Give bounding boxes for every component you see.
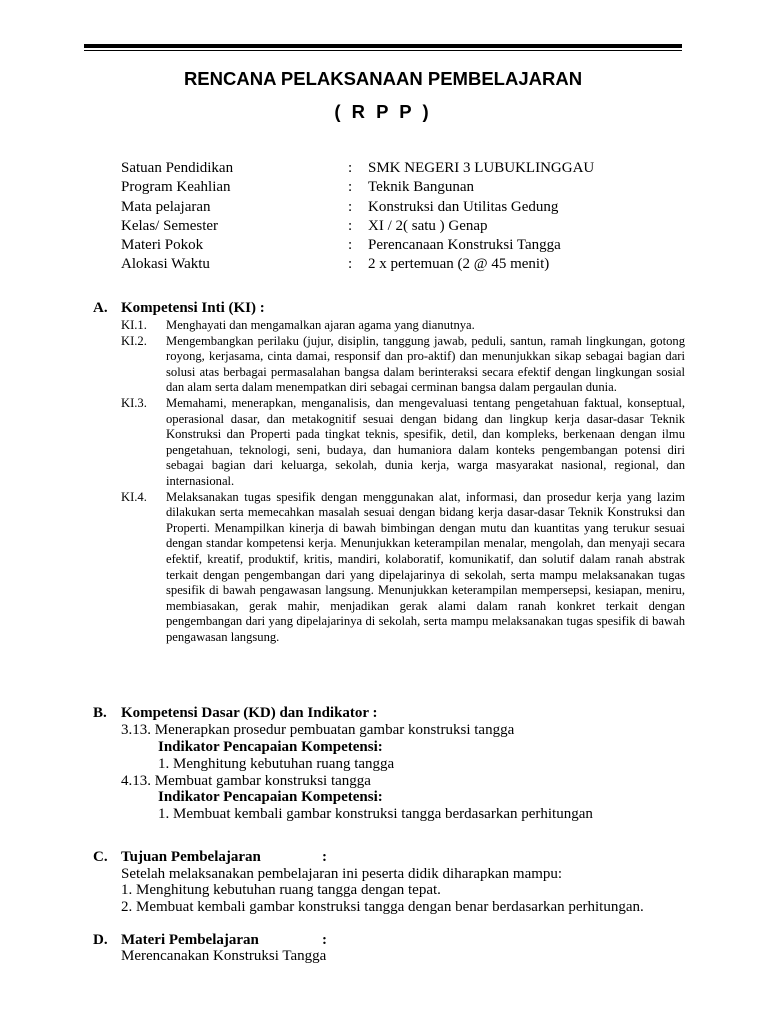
info-label: Materi Pokok xyxy=(121,237,204,254)
section-a-title: Kompetensi Inti (KI) : xyxy=(121,300,265,316)
list-item xyxy=(121,490,685,646)
document-subtitle: ( R P P ) xyxy=(334,101,432,122)
info-label: Alokasi Waktu xyxy=(121,256,210,273)
section-d-letter: D. xyxy=(93,932,108,948)
ki-text: Mengembangkan perilaku (jujur, disiplin, tanggung jawab, peduli, santun, ramah lingkungan, gotong royong, kerjasama, cinta damai, responsif dan pro-aktif) dan menunjukkan sikap sebagai bagian dari solusi atas berbagai permasalahan bangsa dalam berinteraksi secara efektif dengan lingkungan sosial dan alam serta dalam menempatkan diri sebagai cerminan bangsa dalam pergaulan dunia. xyxy=(166,333,685,395)
info-label: Program Keahlian xyxy=(121,179,231,196)
indicator-title: Indikator Pencapaian Kompetensi: xyxy=(158,789,383,805)
ki-number: KI.2. xyxy=(121,333,147,348)
info-colon: : xyxy=(348,237,353,254)
ki-text: Menghayati dan mengamalkan ajaran agama yang dianutnya. xyxy=(166,318,475,332)
indicator-title: Indikator Pencapaian Kompetensi: xyxy=(158,739,383,755)
indicator-item: 1. Membuat kembali gambar konstruksi tangga berdasarkan perhitungan xyxy=(158,806,593,822)
objective-intro: Setelah melaksanakan pembelajaran ini peserta didik diharapkan mampu: xyxy=(121,866,563,882)
section-c-title: Tujuan Pembelajaran xyxy=(121,849,261,865)
info-colon: : xyxy=(348,179,353,196)
document-title: RENCANA PELAKSANAAN PEMBELAJARAN xyxy=(183,68,583,89)
objective-item: 1. Menghitung kebutuhan ruang tangga dengan tepat. xyxy=(121,882,441,898)
info-value: Perencanaan Konstruksi Tangga xyxy=(368,237,561,254)
info-label: Mata pelajaran xyxy=(121,198,211,215)
objective-item: 2. Membuat kembali gambar konstruksi tangga dengan benar berdasarkan perhitungan. xyxy=(121,899,644,915)
info-value: Konstruksi dan Utilitas Gedung xyxy=(368,198,559,215)
section-b-title: Kompetensi Dasar (KD) dan Indikator : xyxy=(121,705,378,721)
header-rule-thick xyxy=(84,44,682,48)
list-item xyxy=(121,318,685,334)
info-colon: : xyxy=(348,160,353,176)
section-d-colon: : xyxy=(322,932,327,948)
kd-item: 4.13. Membuat gambar konstruksi tangga xyxy=(121,773,371,789)
info-value: XI / 2( satu ) Genap xyxy=(368,217,488,234)
info-colon: : xyxy=(348,256,353,273)
ki-number: KI.4. xyxy=(121,489,147,504)
section-b-letter: B. xyxy=(93,705,107,721)
section-d-title: Materi Pembelajaran xyxy=(121,932,259,948)
info-value: Teknik Bangunan xyxy=(368,179,475,196)
ki-number: KI.1. xyxy=(121,318,147,332)
info-label: Kelas/ Semester xyxy=(121,217,219,234)
section-c-colon: : xyxy=(322,849,327,865)
section-c-letter: C. xyxy=(93,849,108,865)
ki-list xyxy=(121,318,685,645)
list-item xyxy=(121,334,685,396)
info-colon: : xyxy=(348,217,353,234)
list-item xyxy=(121,396,685,490)
kd-item: 3.13. Menerapkan prosedur pembuatan gambar konstruksi tangga xyxy=(121,722,515,738)
info-value: SMK NEGERI 3 LUBUKLINGGAU xyxy=(368,160,595,176)
header-rule-thin xyxy=(84,50,682,51)
ki-number: KI.3. xyxy=(121,395,147,410)
section-a-letter: A. xyxy=(93,300,108,316)
ki-text: Memahami, menerapkan, menganalisis, dan mengevaluasi tentang pengetahuan faktual, konseptual, operasional dasar, dan metakognitif sesuai dengan bidang dan lingkup kerja dasar-dasar Teknik Konstruksi dan Properti pada tingkat teknis, spesifik, detil, dan kompleks, berkenaan dengan ilmu pengetahuan, teknologi, seni, budaya, dan humaniora dalam konteks pengembangan potensi diri sebagai bagian dari keluarga, sekolah, dunia kerja, warga masyarakat nasional, regional, dan internasional. xyxy=(166,395,685,488)
indicator-item: 1. Menghitung kebutuhan ruang tangga xyxy=(158,756,395,772)
ki-text: Melaksanakan tugas spesifik dengan menggunakan alat, informasi, dan prosedur kerja yang lazim dilakukan serta memecahkan masalah sesuai dengan bidang kerja dasar-dasar Teknik Konstruksi dan Properti. Menampilkan kinerja di bawah bimbingan dengan mutu dan kuantitas yang terukur sesuai dengan standar kompetensi kerja. Menunjukkan keterampilan menalar, mengolah, dan menyaji secara efektif, kreatif, produktif, kritis, mandiri, kolaboratif, komunikatif, dan solutif dalam ranah abstrak terkait dengan pengembangan dari yang dipelajarinya di sekolah, serta mampu melaksanakan tugas spesifik di bawah pengawasan langsung. Menunjukkan keterampilan mempersepsi, kesiapan, meniru, membiasakan, gerak mahir, menjadikan gerak alami dalam ranah konkret terkait dengan pengembangan dari yang dipelajarinya di sekolah, serta mampu melaksanakan tugas spesifik di bawah pengawasan langsung. xyxy=(166,489,685,644)
info-value: 2 x pertemuan (2 @ 45 menit) xyxy=(368,256,550,273)
info-colon: : xyxy=(348,198,353,215)
material-content: Merencanakan Konstruksi Tangga xyxy=(121,948,327,964)
info-label: Satuan Pendidikan xyxy=(121,160,234,176)
